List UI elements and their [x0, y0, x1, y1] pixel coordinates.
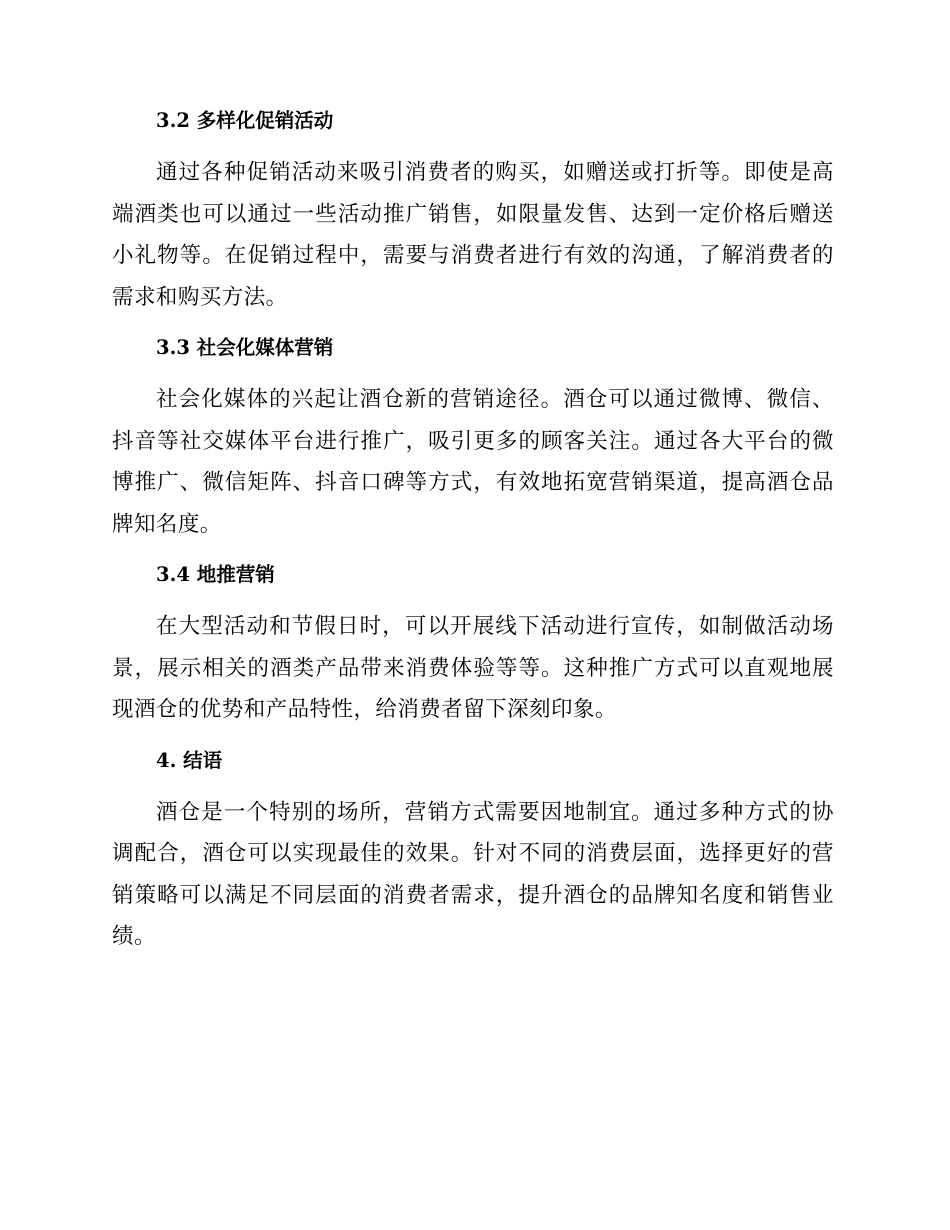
- section-paragraph: 社会化媒体的兴起让酒仓新的营销途径。酒仓可以通过微博、微信、抖音等社交媒体平台进行推广，吸引更多的顾客关注。通过各大平台的微博推广、微信矩阵、抖音口碑等方式，有效地拓宽营销渠道，提高酒仓品牌知名度。: [112, 387, 834, 537]
- section-social-media: [112, 335, 834, 545]
- section-paragraph: 在大型活动和节假日时，可以开展线下活动进行宣传，如制做活动场景，展示相关的酒类产品带来消费体验等等。这种推广方式可以直观地展现酒仓的优势和产品特性，给消费者留下深刻印象。: [112, 614, 834, 722]
- section-conclusion: [112, 748, 834, 958]
- section-paragraph: 酒仓是一个特别的场所，营销方式需要因地制宜。通过多种方式的协调配合，酒仓可以实现最佳的效果。针对不同的消费层面，选择更好的营销策略可以满足不同层面的消费者需求，提升酒仓的品牌知名度和销售业绩。: [112, 799, 834, 949]
- section-ground-promotion: [112, 562, 834, 731]
- section-heading: 3.2 多样化促销活动: [156, 109, 334, 132]
- section-heading: 3.3 社会化媒体营销: [156, 336, 334, 359]
- section-promotions: [112, 108, 834, 318]
- section-heading: 3.4 地推营销: [156, 563, 275, 586]
- document-page: [112, 108, 834, 975]
- section-paragraph: 通过各种促销活动来吸引消费者的购买，如赠送或打折等。即使是高端酒类也可以通过一些活动推广销售，如限量发售、达到一定价格后赠送小礼物等。在促销过程中，需要与消费者进行有效的沟通，了解消费者的需求和购买方法。: [112, 160, 834, 310]
- section-heading: 4. 结语: [156, 748, 223, 772]
